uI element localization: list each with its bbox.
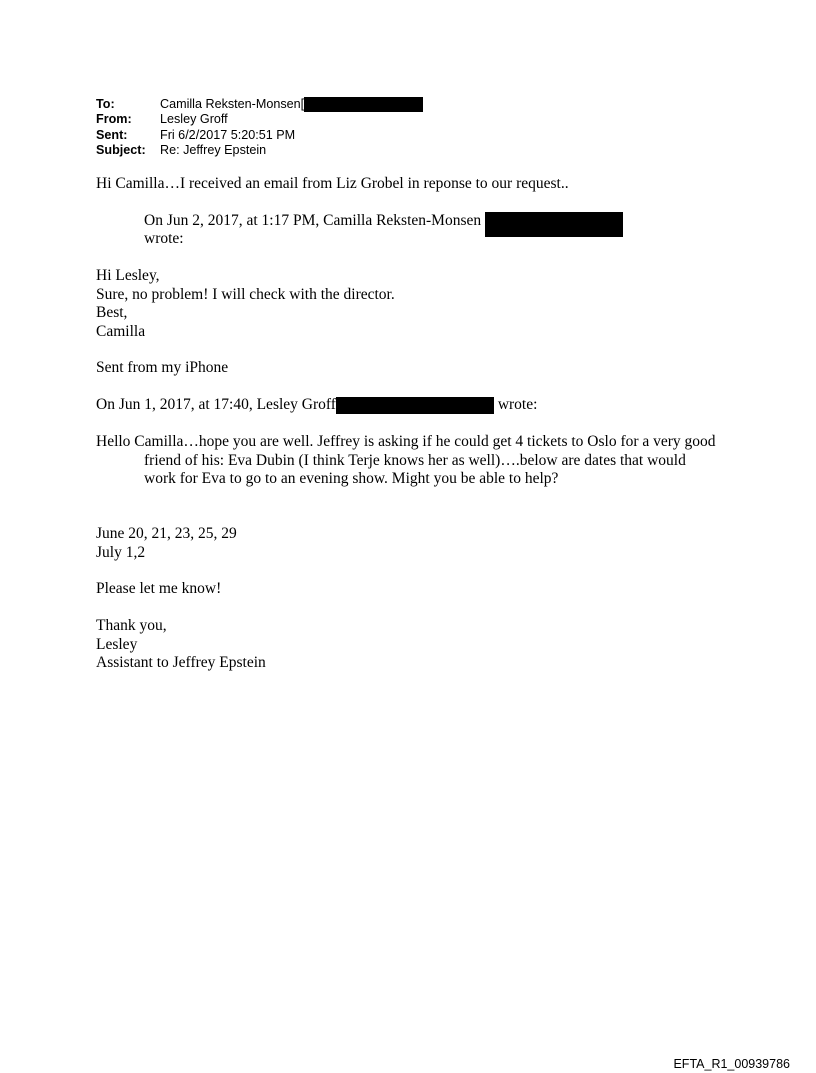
signoff-line: Thank you, xyxy=(96,617,167,634)
from-value: Lesley Groff xyxy=(160,112,228,127)
sent-from-iphone: Sent from my iPhone xyxy=(96,359,229,376)
quote-header-1-text: On Jun 2, 2017, at 1:17 PM, Camilla Reksten-Monsen xyxy=(144,212,482,229)
redaction-bar xyxy=(304,97,423,112)
dates-line: July 1,2 xyxy=(96,543,146,561)
quote-header-2-text: On Jun 1, 2017, at 17:40, Lesley Groff xyxy=(96,396,336,413)
subject-label: Subject: xyxy=(96,142,146,157)
dates-block xyxy=(96,525,696,562)
reply-line: Hi Lesley, xyxy=(96,267,160,284)
sent-label: Sent: xyxy=(96,127,128,142)
reply-line: Camilla xyxy=(96,322,146,340)
redaction-bar xyxy=(336,397,494,414)
quote-header-1-wrote: wrote: xyxy=(144,230,184,247)
from-label: From: xyxy=(96,112,132,127)
signoff-line: Lesley xyxy=(96,635,138,653)
to-label: To: xyxy=(96,97,115,111)
quote-header-1 xyxy=(144,212,704,249)
from-row xyxy=(96,112,423,127)
reply-block xyxy=(96,267,696,341)
quote-header-2 xyxy=(96,396,696,415)
closing-request: Please let me know! xyxy=(96,580,222,597)
request-paragraph: Hello Camilla…hope you are well. Jeffrey is asking if he could get 4 tickets to Oslo for a very good friend of his: Eva Dubin (I think Terje knows her as well)….below are dates that would work for Eva to go to an evening show. Might you be able to help? xyxy=(96,433,716,487)
reply-line: Best, xyxy=(96,304,128,321)
redaction-bar xyxy=(485,212,623,237)
email-header xyxy=(96,97,423,158)
signoff-block xyxy=(96,617,696,673)
document-id: EFTA_R1_00939786 xyxy=(673,1057,790,1071)
to-value: Camilla Reksten-Monsen[ xyxy=(160,97,305,111)
quote-header-2-wrote: wrote: xyxy=(497,396,538,413)
intro-line: Hi Camilla…I received an email from Liz Grobel in reponse to our request.. xyxy=(96,175,569,192)
subject-row xyxy=(96,143,423,158)
reply-line: Sure, no problem! I will check with the director. xyxy=(96,285,395,303)
signoff-line: Assistant to Jeffrey Epstein xyxy=(96,654,266,671)
sent-value: Fri 6/2/2017 5:20:51 PM xyxy=(160,127,296,142)
subject-value: Re: Jeffrey Epstein xyxy=(160,142,267,157)
sent-row xyxy=(96,128,423,143)
dates-line: June 20, 21, 23, 25, 29 xyxy=(96,525,237,542)
to-row xyxy=(96,97,423,112)
